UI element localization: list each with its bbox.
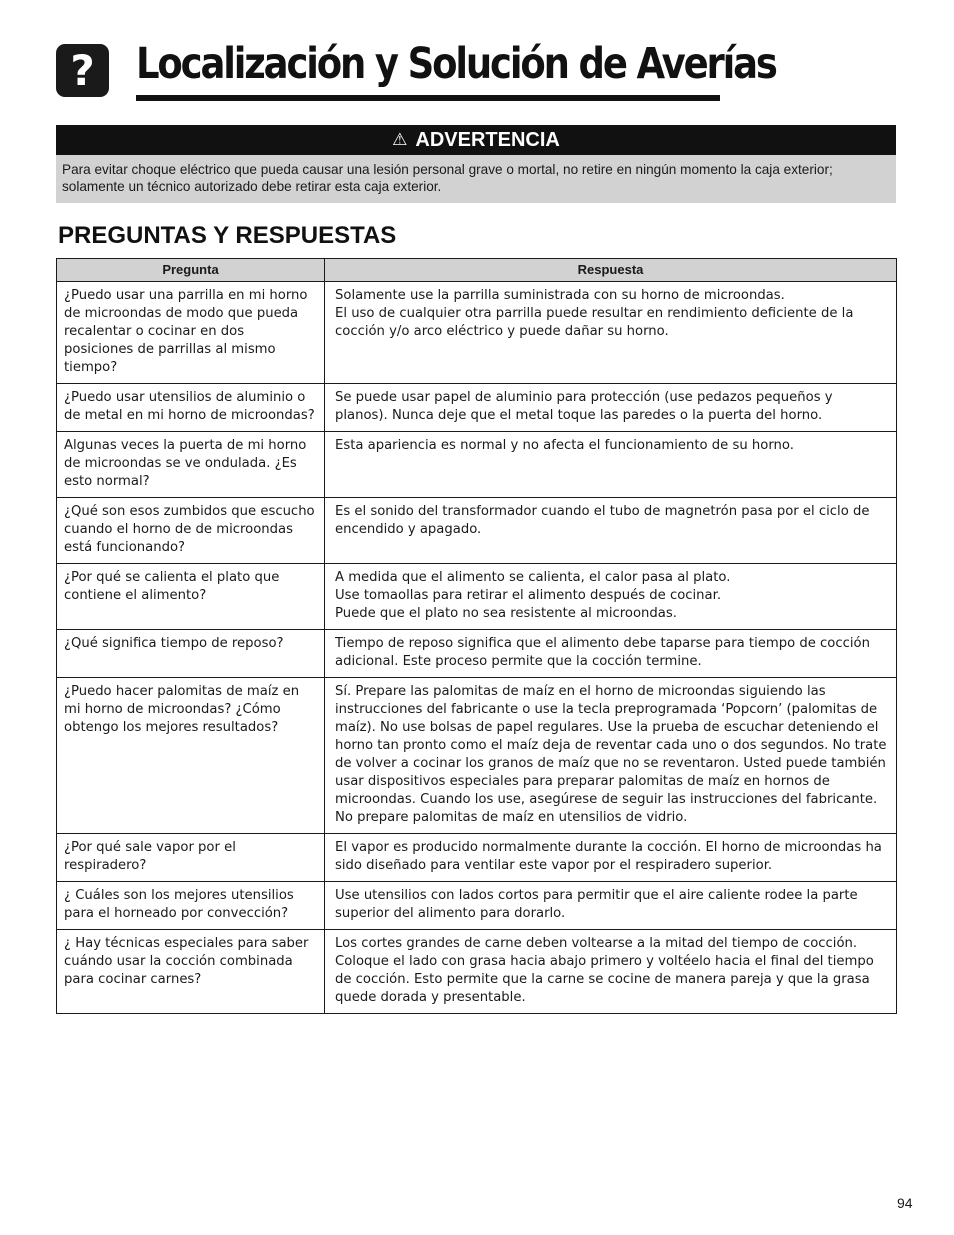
question-cell: ¿Puedo usar utensilios de aluminio o de metal en mi horno de microondas? [57,384,325,432]
answer-line: Es el sonido del transformador cuando el tubo de magnetrón pasa por el ciclo de encendido y apagado. [335,504,870,537]
table-row [57,498,897,564]
answer-line: A medida que el alimento se calienta, el calor pasa al plato. [335,570,731,585]
answer-cell [325,564,897,630]
answer-line: Sí. Prepare las palomitas de maíz en el horno de microondas siguiendo las instrucciones del fabricante o use la tecla preprogramada ‘Popcorn’ (palomitas de maíz). No use bolsas de papel regulares. Use la prueba de escuchar deteniendo el horno tan pronto como el maíz deja de reventar cada uno o dos segundos. No trate de volver a cocinar los granos de maíz que no se reventaron. Usted puede también usar dispositivos especiales para preparar palomitas de maíz en hornos de microondas. Cuando los use, asegúrese de seguir las instrucciones del fabricante. No prepare palomitas de maíz en utensilios de vidrio. [335,684,887,825]
answer-cell [325,384,897,432]
table-body [57,282,897,1014]
table-row [57,678,897,834]
question-cell: ¿ Cuáles son los mejores utensilios para el horneado por convección? [57,882,325,930]
answer-line: Esta apariencia es normal y no afecta el funcionamiento de su horno. [335,438,794,453]
question-cell: ¿Por qué sale vapor por el respiradero? [57,834,325,882]
answer-cell [325,630,897,678]
answer-cell [325,432,897,498]
table-row [57,564,897,630]
table-row [57,432,897,498]
table-row [57,834,897,882]
answer-cell [325,834,897,882]
answer-line: Puede que el plato no sea resistente al microondas. [335,606,677,621]
answer-line: El uso de cualquier otra parrilla puede resultar en rendimiento deficiente de la cocción y/o arco eléctrico y puede dañar su horno. [335,306,854,339]
question-cell: ¿Por qué se calienta el plato que contiene el alimento? [57,564,325,630]
answer-line: Tiempo de reposo significa que el alimento debe taparse para tiempo de cocción adicional. Este proceso permite que la cocción termine. [335,636,870,669]
warning-triangle-icon: ⚠ [392,130,408,150]
warning-text: Para evitar choque eléctrico que pueda causar una lesión personal grave o mortal, no retire en ningún momento la caja exterior; solamente un técnico autorizado debe retirar esta caja exterior. [56,155,896,203]
question-mark-icon: ? [56,44,109,97]
answer-line: Se puede usar papel de aluminio para protección (use pedazos pequeños y planos). Nunca deje que el metal toque las paredes o la puerta del horno. [335,390,833,423]
table-row [57,882,897,930]
answer-line: Use utensilios con lados cortos para permitir que el aire caliente rodee la parte superior del alimento para dorarlo. [335,888,858,921]
question-cell: ¿Qué significa tiempo de reposo? [57,630,325,678]
qa-table [56,258,897,1014]
question-cell: ¿Puedo usar una parrilla en mi horno de microondas de modo que pueda recalentar o cocinar en dos posiciones de parrillas al mismo tiempo? [57,282,325,384]
column-header-answer: Respuesta [325,259,897,282]
title-underline [136,95,720,101]
warning-header [56,125,896,155]
answer-line: Solamente use la parrilla suministrada con su horno de microondas. [335,288,785,303]
table-header-row [57,259,897,282]
warning-label: ADVERTENCIA [415,128,560,151]
answer-cell [325,882,897,930]
table-row [57,930,897,1014]
page-number: 94 [897,1195,913,1211]
table-row [57,282,897,384]
warning-box [56,125,896,203]
question-cell: Algunas veces la puerta de mi horno de microondas se ve ondulada. ¿Es esto normal? [57,432,325,498]
page-title: Localización y Solución de Averías [136,39,776,89]
answer-line: Los cortes grandes de carne deben voltearse a la mitad del tiempo de cocción. Coloque el lado con grasa hacia abajo primero y voltéelo hacia el final del tiempo de cocción. Esto permite que la carne se cocine de manera pareja y que la grasa quede dorada y presentable. [335,936,874,1005]
answer-line: El vapor es producido normalmente durante la cocción. El horno de microondas ha sido diseñado para ventilar este vapor por el respiradero superior. [335,840,882,873]
answer-cell [325,678,897,834]
answer-cell [325,282,897,384]
page-header [56,36,776,102]
question-cell: ¿ Hay técnicas especiales para saber cuándo usar la cocción combinada para cocinar carnes? [57,930,325,1014]
question-cell: ¿Puedo hacer palomitas de maíz en mi horno de microondas? ¿Cómo obtengo los mejores resultados? [57,678,325,834]
table-row [57,384,897,432]
section-title: PREGUNTAS Y RESPUESTAS [58,222,397,249]
answer-cell [325,930,897,1014]
table-row [57,630,897,678]
answer-cell [325,498,897,564]
question-cell: ¿Qué son esos zumbidos que escucho cuando el horno de de microondas está funcionando? [57,498,325,564]
answer-line: Use tomaollas para retirar el alimento después de cocinar. [335,588,722,603]
column-header-question: Pregunta [57,259,325,282]
